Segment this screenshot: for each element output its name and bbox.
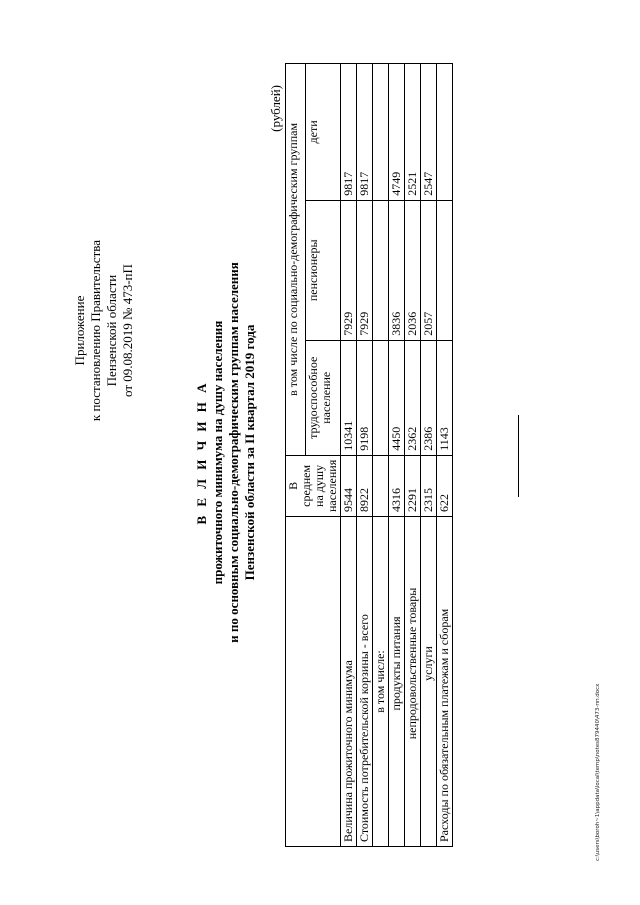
file-path-footer: c:\users\boroh~1\appdata\local\temp\notes879440\473-пп.docx bbox=[595, 683, 601, 861]
cell-average bbox=[373, 455, 389, 516]
table-row bbox=[421, 64, 437, 847]
header-children: дети bbox=[305, 64, 340, 201]
cell-children bbox=[373, 64, 389, 201]
cell-average: 2315 bbox=[421, 455, 437, 516]
header-group: в том числе по социально-демографическим группам bbox=[286, 64, 306, 456]
cell-working: 2362 bbox=[405, 340, 421, 455]
cell-children: 4749 bbox=[389, 64, 405, 201]
row-label: Величина прожиточного минимума bbox=[341, 517, 357, 847]
cell-children: 2521 bbox=[405, 64, 421, 201]
cell-pensioners bbox=[437, 200, 453, 340]
cell-working: 1143 bbox=[437, 340, 453, 455]
header-working: трудоспособное население bbox=[305, 340, 340, 455]
table-row bbox=[357, 64, 373, 847]
heading-line: Пензенской области за II квартал 2019 года bbox=[242, 324, 257, 581]
row-label: непродовольственные товары bbox=[405, 517, 421, 847]
cell-children: 9817 bbox=[357, 64, 373, 201]
cell-working: 10341 bbox=[341, 340, 357, 455]
table-row bbox=[373, 64, 389, 847]
row-label: в том числе: bbox=[373, 517, 389, 847]
table-row bbox=[437, 64, 453, 847]
cell-pensioners: 2036 bbox=[405, 200, 421, 340]
row-label: продукты питания bbox=[389, 517, 405, 847]
header-pensioners: пенсионеры bbox=[305, 200, 340, 340]
appendix-block bbox=[72, 240, 136, 421]
cell-working: 2386 bbox=[421, 340, 437, 455]
subsistence-table bbox=[285, 63, 453, 847]
cell-average: 9544 bbox=[341, 455, 357, 516]
document-heading bbox=[194, 0, 258, 905]
cell-pensioners: 3836 bbox=[389, 200, 405, 340]
header-blank-cell bbox=[286, 517, 341, 847]
cell-average: 8922 bbox=[357, 455, 373, 516]
cell-pensioners: 7929 bbox=[341, 200, 357, 340]
cell-working: 9198 bbox=[357, 340, 373, 455]
separator-line bbox=[518, 415, 519, 497]
row-label: услуги bbox=[421, 517, 437, 847]
cell-average: 622 bbox=[437, 455, 453, 516]
cell-children: 9817 bbox=[341, 64, 357, 201]
row-label: Стоимость потребительской корзины - всего bbox=[357, 517, 373, 847]
appendix-line: к постановлению Правительства bbox=[88, 240, 103, 422]
appendix-title: Приложение bbox=[72, 295, 87, 366]
cell-pensioners bbox=[373, 200, 389, 340]
cell-children: 2547 bbox=[421, 64, 437, 201]
table-row bbox=[389, 64, 405, 847]
appendix-line: Пензенской области bbox=[104, 274, 119, 387]
heading-line: и по основным социально-демографическим группам населения bbox=[226, 262, 241, 643]
heading-title: В Е Л И Ч И Н А bbox=[194, 380, 209, 525]
table-header-row bbox=[286, 64, 306, 847]
cell-children bbox=[437, 64, 453, 201]
cell-average: 2291 bbox=[405, 455, 421, 516]
heading-line: прожиточного минимума на душу населения bbox=[210, 320, 225, 585]
cell-pensioners: 7929 bbox=[357, 200, 373, 340]
table-row bbox=[405, 64, 421, 847]
appendix-date: от 09.08.2019 № 473-пП bbox=[120, 264, 135, 397]
table-row bbox=[341, 64, 357, 847]
unit-label: (рублей) bbox=[268, 85, 283, 132]
cell-pensioners: 2057 bbox=[421, 200, 437, 340]
cell-working bbox=[373, 340, 389, 455]
header-average: В среднем на душу населения bbox=[286, 455, 341, 516]
cell-working: 4450 bbox=[389, 340, 405, 455]
row-label: Расходы по обязательным платежам и сборам bbox=[437, 517, 453, 847]
cell-average: 4316 bbox=[389, 455, 405, 516]
